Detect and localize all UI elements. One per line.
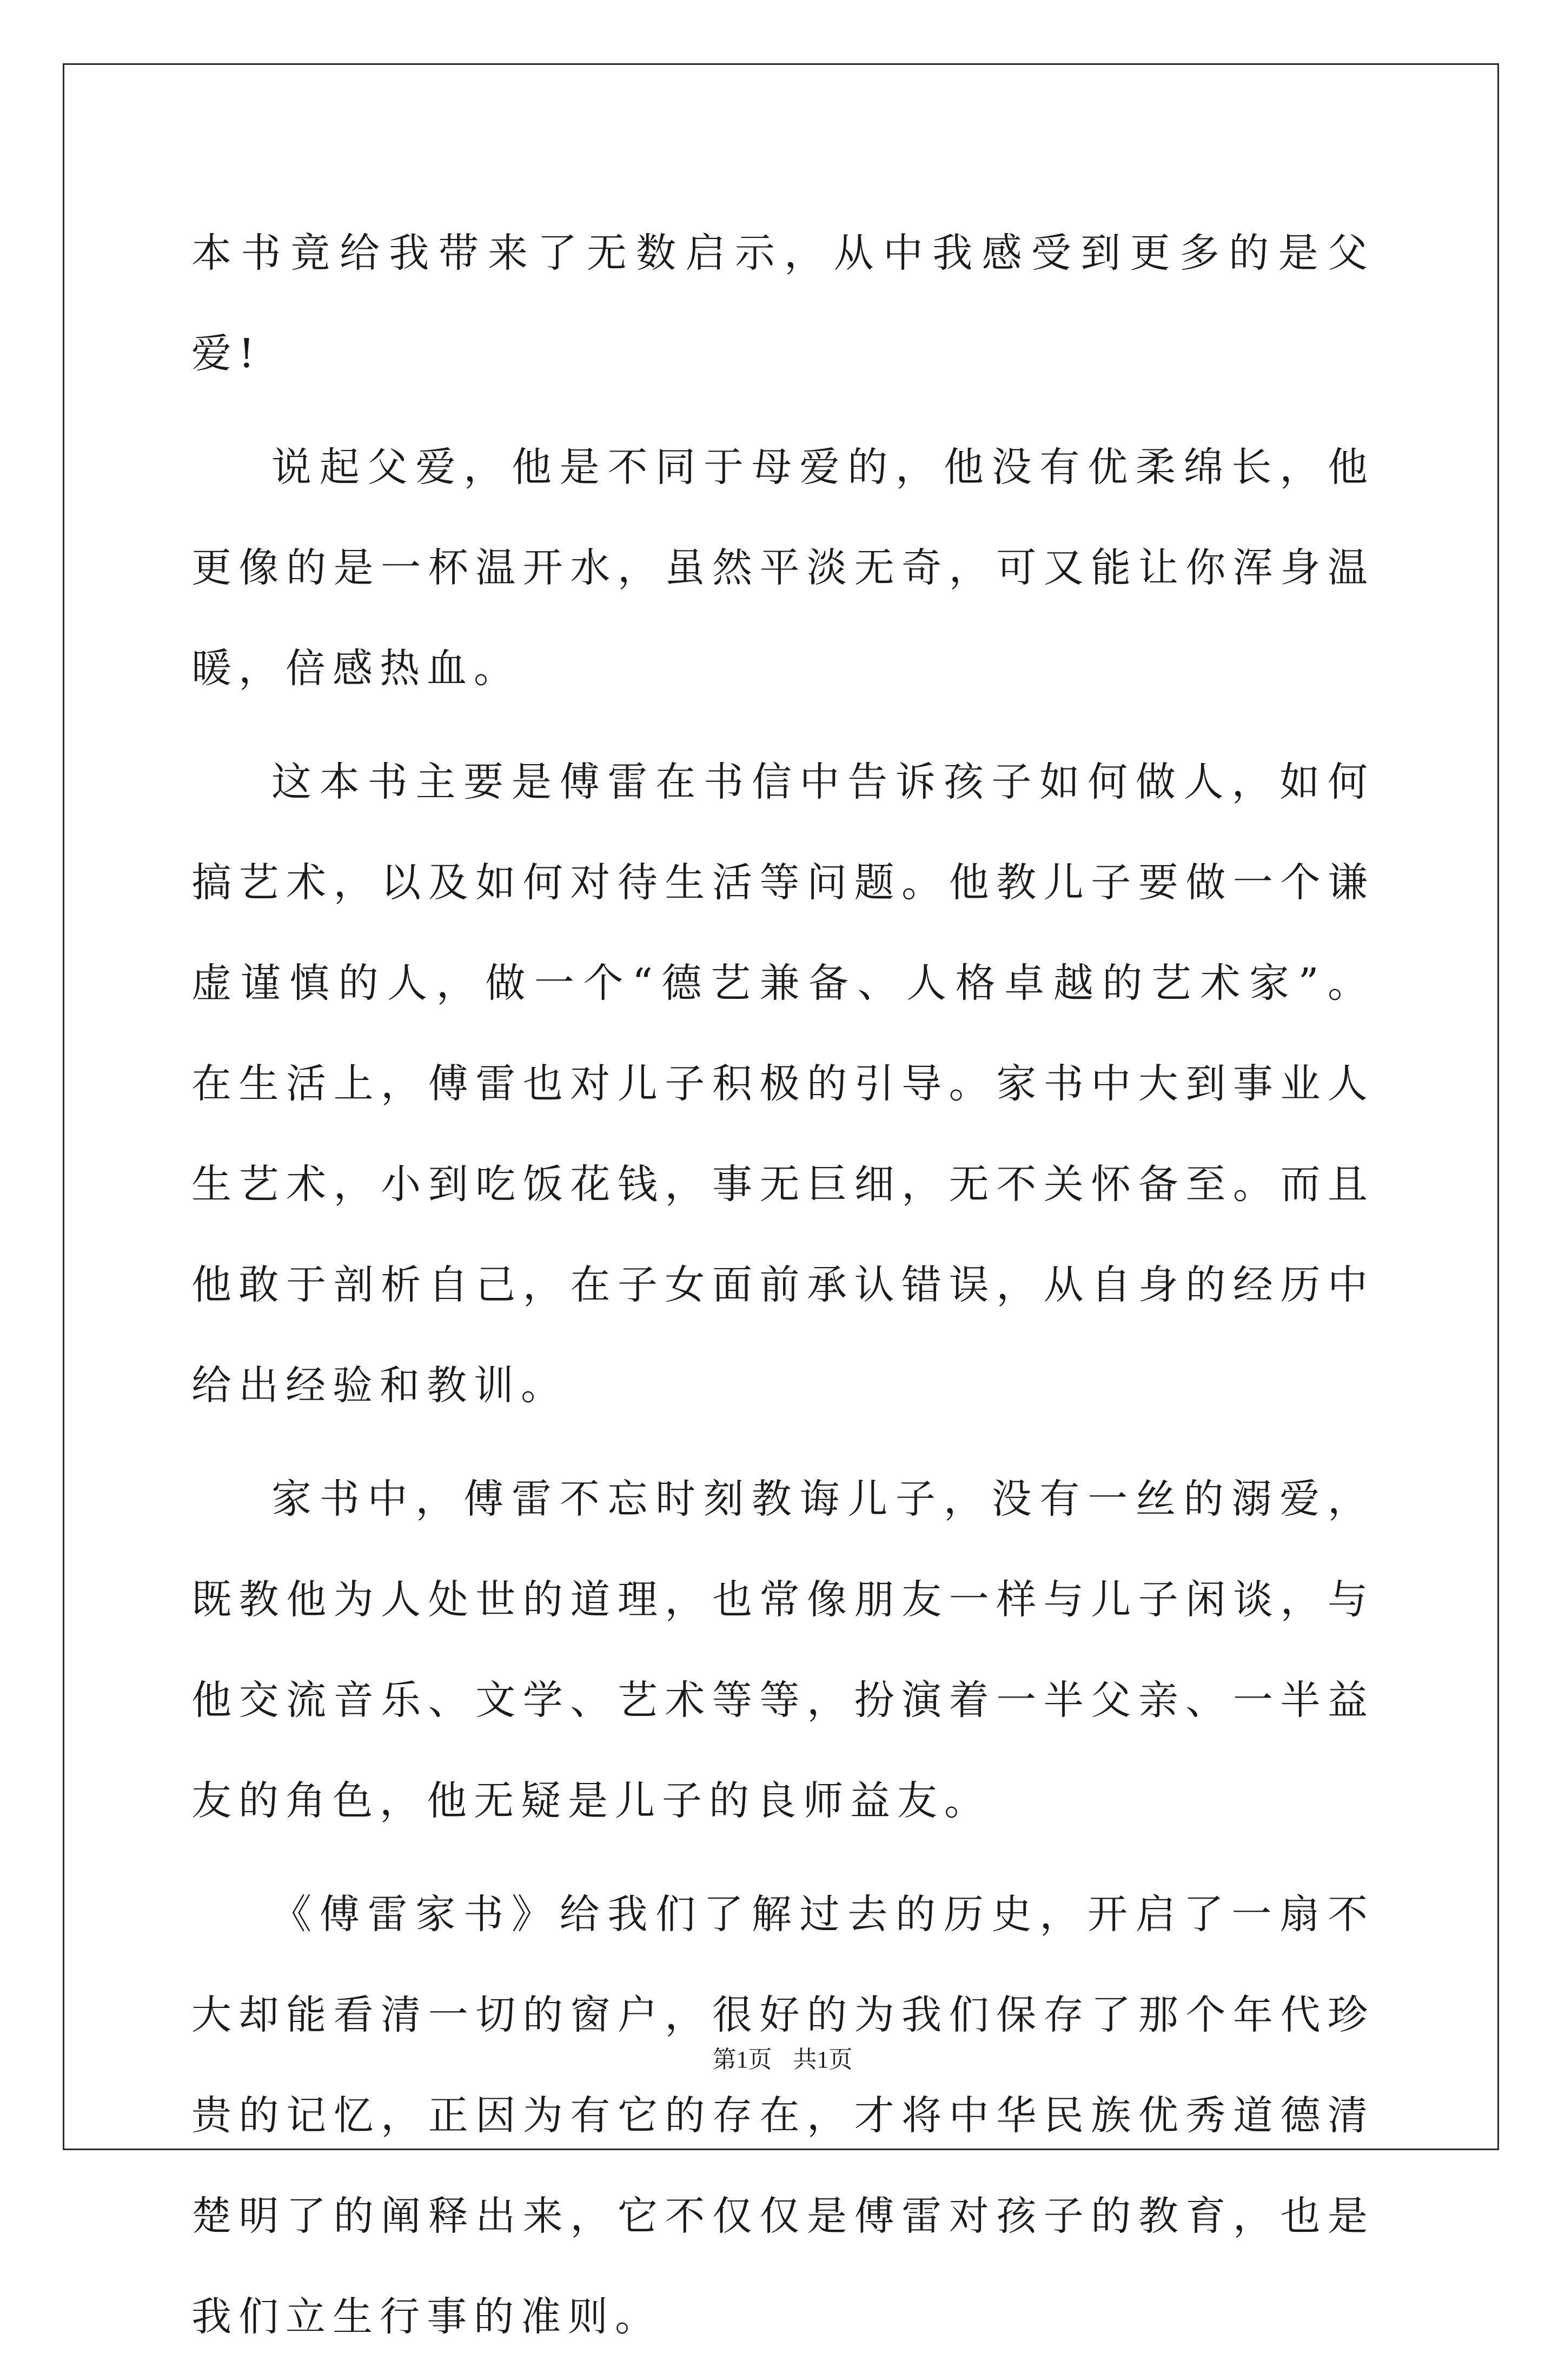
page-total: 共1页 (793, 2046, 853, 2073)
paragraph-4: 家书中，傅雷不忘时刻教诲儿子，没有一丝的溺爱，既教他为人处世的道理，也常像朋友一样与儿子闲谈，与他交流音乐、文学、艺术等等，扮演着一半父亲、一半益友的角色，他无疑是儿子的良师益友。 (191, 1476, 1375, 1824)
paragraph-5: 《傅雷家书》给我们了解过去的历史，开启了一扇不大却能看清一切的窗户，很好的为我们保存了那个年代珍贵的记忆，正因为有它的存在，才将中华民族优秀道德清楚明了的阐释出来，它不仅仅是傅雷对孩子的教育，也是我们立生行事的准则。 (191, 1891, 1375, 2340)
page-number: 第1页 (712, 2046, 772, 2073)
paragraph-1: 本书竟给我带来了无数启示，从中我感受到更多的是父爱! (191, 230, 1375, 377)
page-footer (0, 2040, 1565, 2074)
paragraph-2: 说起父爱，他是不同于母爱的，他没有优柔绵长，他更像的是一杯温开水，虽然平淡无奇，可又能让你浑身温暖，倍感热血。 (191, 444, 1375, 692)
paragraph-3: 这本书主要是傅雷在书信中告诉孩子如何做人，如何搞艺术，以及如何对待生活等问题。他教儿子要做一个谦虚谨慎的人，做一个“德艺兼备、人格卓越的艺术家”。在生活上，傅雷也对儿子积极的引导。家书中大到事业人生艺术，小到吃饭花钱，事无巨细，无不关怀备至。而且他敢于剖析自己，在子女面前承认错误，从自身的经历中给出经验和教训。 (191, 759, 1375, 1409)
